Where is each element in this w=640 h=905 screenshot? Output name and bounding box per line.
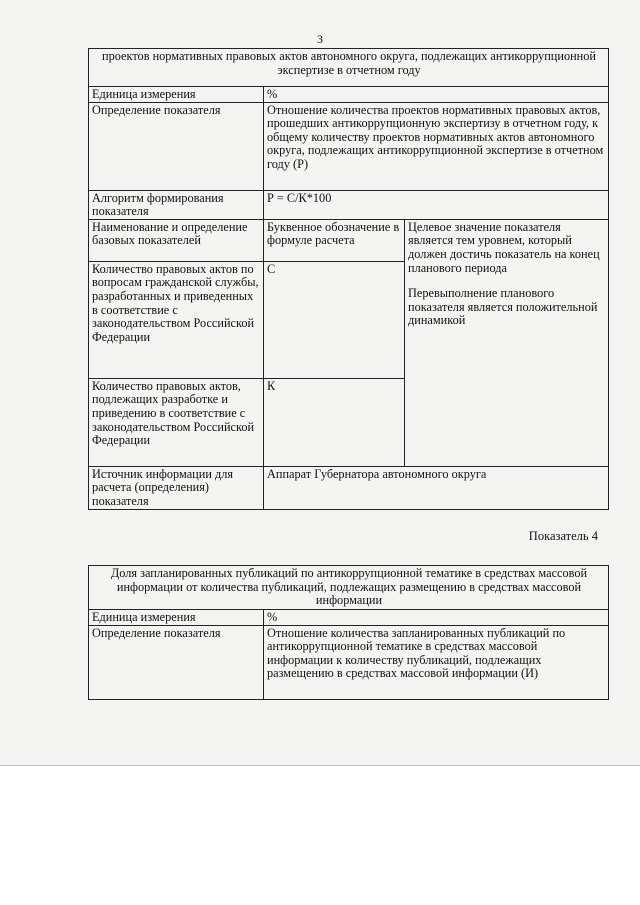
unit-value: %: [264, 87, 609, 103]
base-indicators-header: Наименование и определение базовых показателей: [89, 219, 264, 261]
indicator-4-label: Показатель 4: [528, 529, 598, 543]
unit-label: Единица измерения: [89, 610, 264, 626]
source-label: Источник информации для расчета (определения) показателя: [89, 466, 264, 509]
definition-value: Отношение количества проектов нормативных правовых актов, прошедших антикоррупционную экспертизу в отчетном году, к общему количеству проектов нормативных актов автономного округа, подлежащих антикоррупционной экспертизе в отчетном году (Р): [264, 102, 609, 190]
target-note-text: Целевое значение показателя является тем уровнем, который должен достичь показатель на конец планового периода: [408, 219, 600, 275]
definition-label: Определение показателя: [89, 102, 264, 190]
indicator-3-table: [88, 48, 609, 510]
definition-label: Определение показателя: [89, 625, 264, 699]
algorithm-formula: Р = С/К*100: [264, 190, 609, 219]
indicator-4-table: [88, 565, 609, 700]
page-number: 3: [317, 32, 323, 46]
indicator-3-title: проектов нормативных правовых актов автономного округа, подлежащих антикоррупционной экспертизе в отчетном году: [89, 49, 609, 87]
row-k-label: Количество правовых актов, подлежащих разработке и приведению в соответствие с законодательством Российской Федерации: [89, 378, 264, 466]
unit-value: %: [264, 610, 609, 626]
row-k-symbol: К: [264, 378, 405, 466]
source-value: Аппарат Губернатора автономного округа: [264, 466, 609, 509]
unit-label: Единица измерения: [89, 87, 264, 103]
overfulfilment-note-text: Перевыполнение планового показателя является положительной динамикой: [408, 286, 598, 328]
indicator-4-title: Доля запланированных публикаций по антикоррупционной тематике в средствах массовой информации от количества публикаций, подлежащих размещению в средствах массовой информации: [89, 566, 609, 610]
row-c-symbol: С: [264, 261, 405, 378]
symbol-header: Буквенное обозначение в формуле расчета: [264, 219, 405, 261]
row-c-label: Количество правовых актов по вопросам гражданской службы, разработанных и приведенных в соответствие с законодательством Российской Федерации: [89, 261, 264, 378]
target-value-note: [405, 219, 609, 466]
algorithm-label: Алгоритм формирования показателя: [89, 190, 264, 219]
definition-value: Отношение количества запланированных публикаций по антикоррупционной тематике в средствах массовой информации к количеству публикаций, подлежащих размещению в средствах массовой информации (И): [264, 625, 609, 699]
